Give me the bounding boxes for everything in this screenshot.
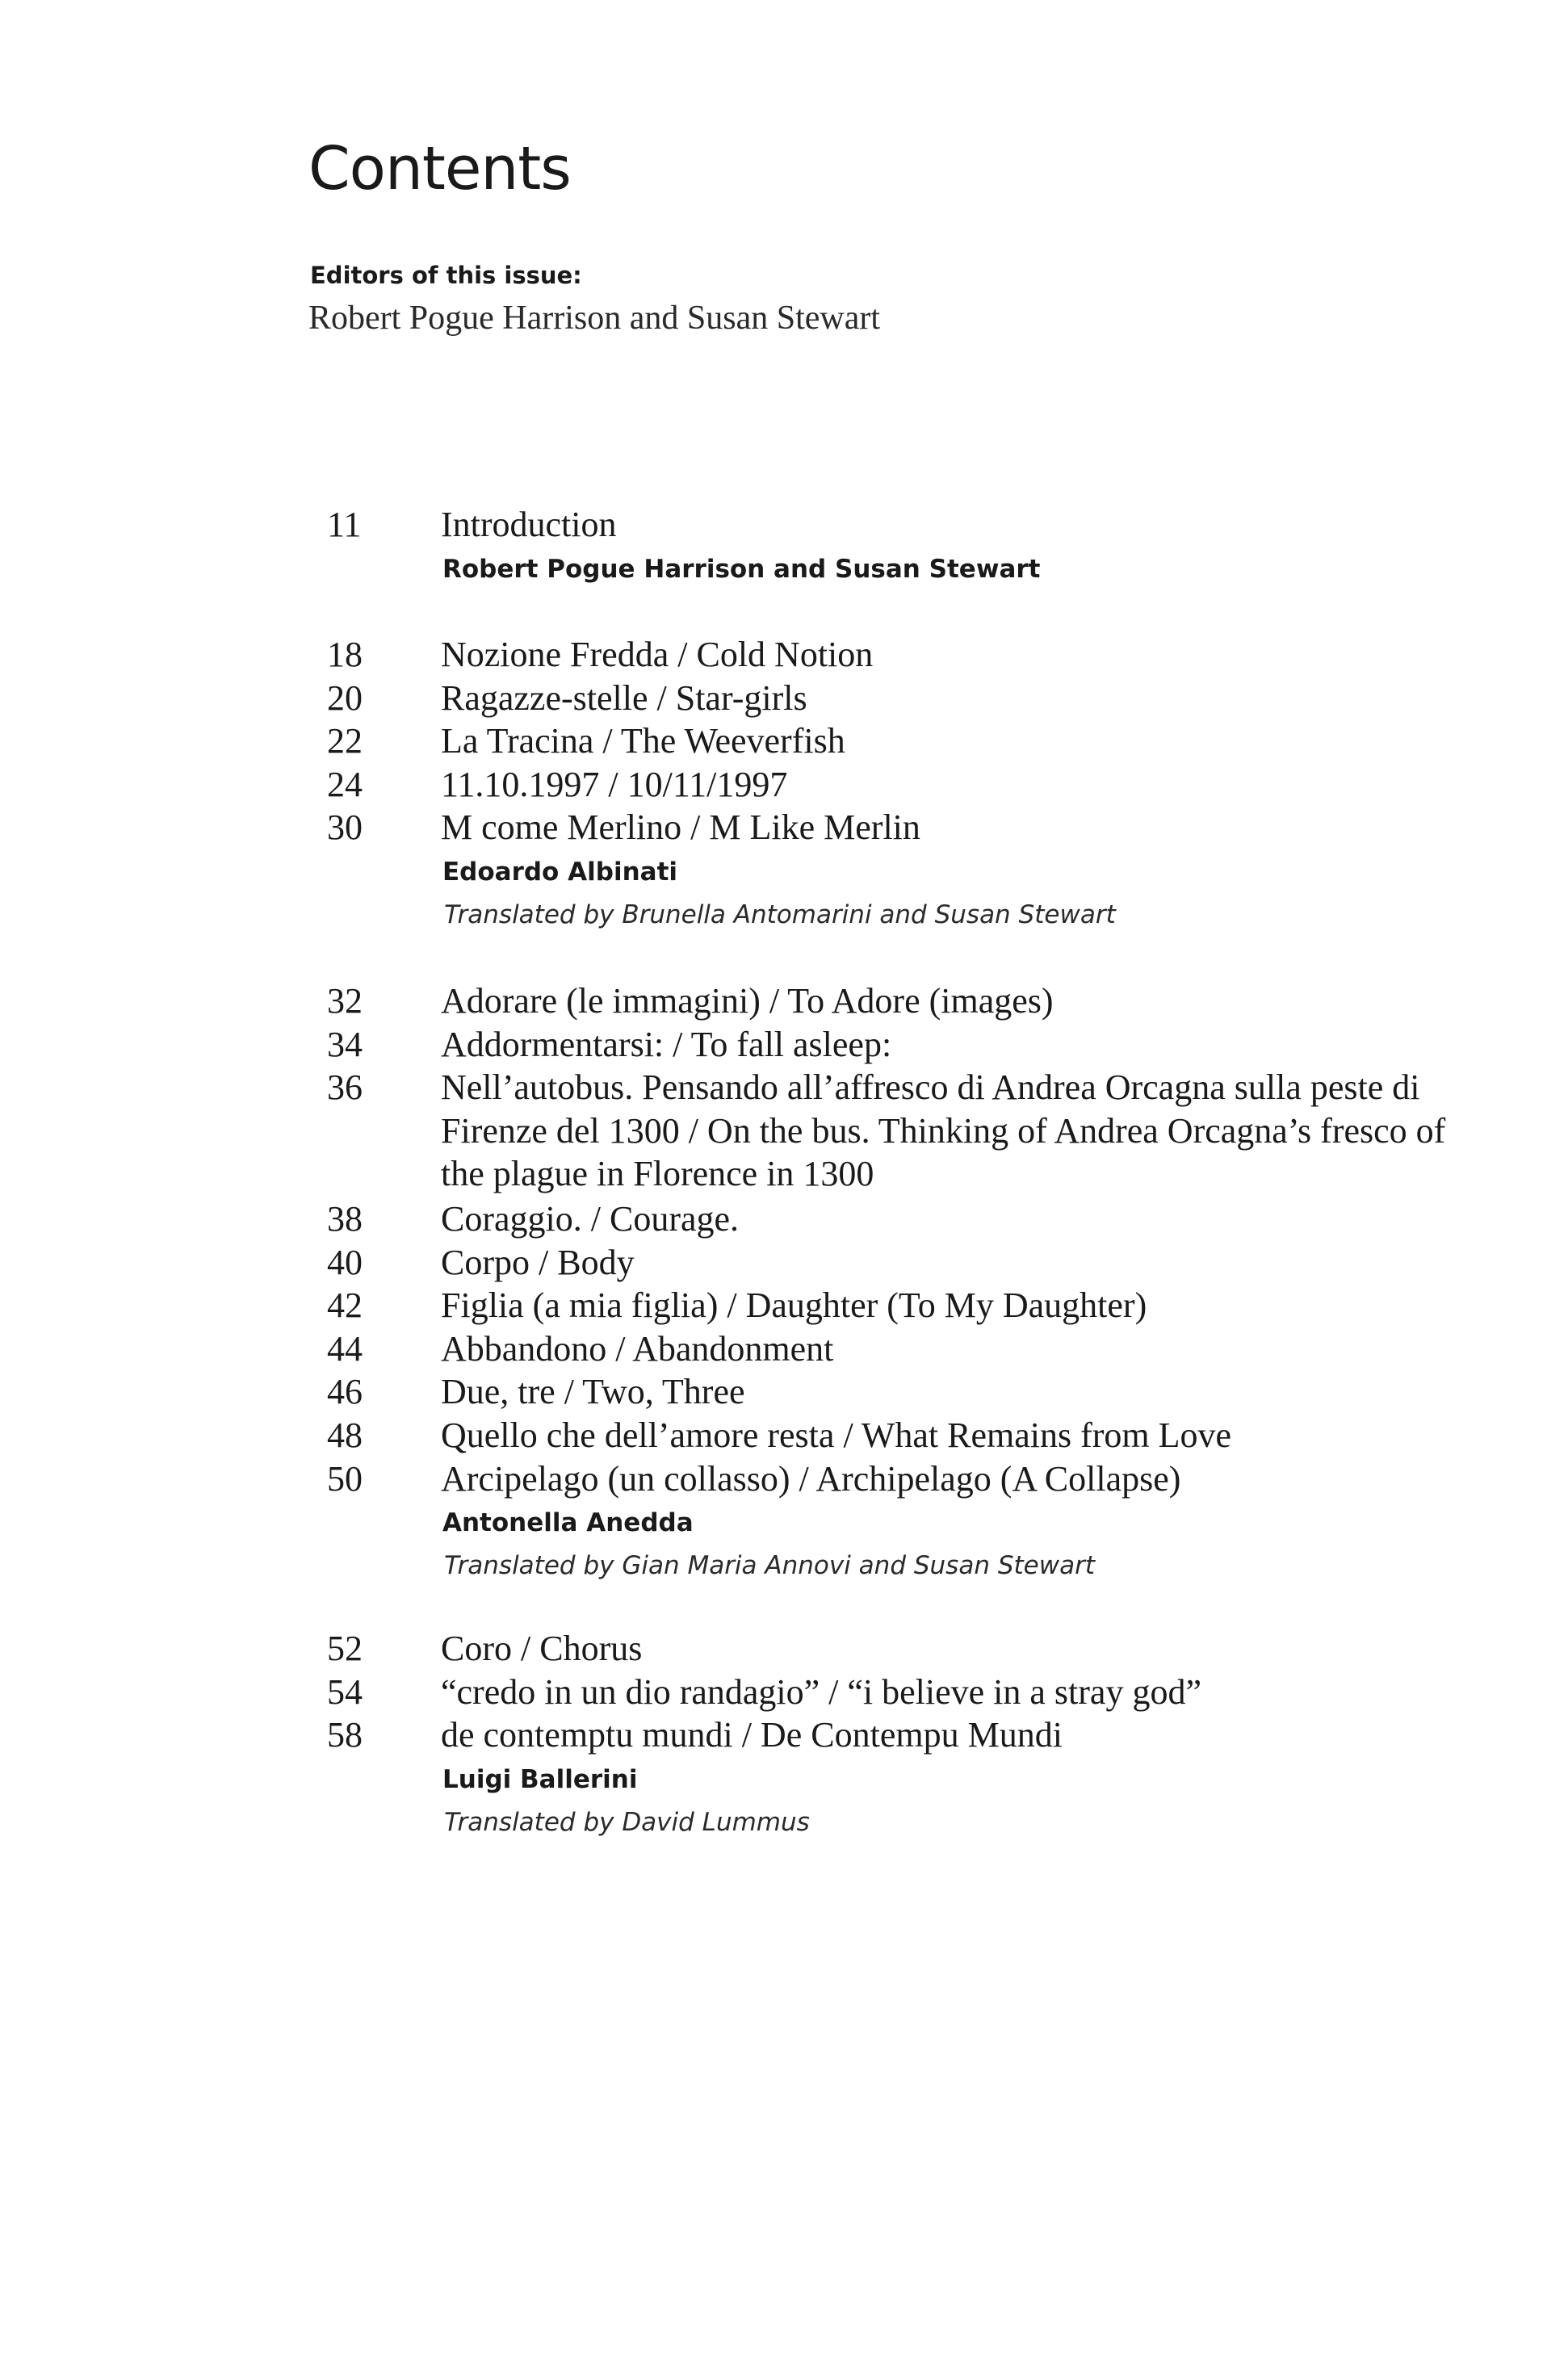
entry-title: Ragazze-stelle / Star-girls	[441, 677, 807, 718]
entry-title: La Tracina / The Weeverfish	[441, 721, 845, 761]
page-number: 46	[327, 1372, 363, 1412]
page-number: 48	[327, 1415, 363, 1455]
toc-entry[interactable]	[0, 1197, 1568, 1241]
entry-title: “credo in un dio randagio” / “i believe in a stray god”	[441, 1671, 1201, 1712]
entry-title: Adorare (le immagini) / To Adore (images)	[441, 981, 1054, 1021]
toc-section-ballerini	[0, 1627, 1568, 1840]
entry-title: Nozione Fredda / Cold Notion	[441, 635, 874, 674]
entry-title: Abbandono / Abandonment	[441, 1328, 834, 1369]
page-number: 54	[327, 1671, 363, 1712]
toc-entry[interactable]	[0, 763, 1568, 807]
author-name: Luigi Ballerini	[442, 1764, 638, 1794]
toc-entry[interactable]	[0, 633, 1568, 677]
toc-entry[interactable]	[0, 503, 1568, 547]
entry-title: Due, tre / Two, Three	[441, 1372, 745, 1412]
page-number: 34	[327, 1024, 363, 1064]
entry-title: Coro / Chorus	[441, 1629, 643, 1668]
page-number: 18	[327, 635, 363, 674]
toc-entry[interactable]	[0, 806, 1568, 849]
page-number: 32	[327, 981, 363, 1021]
toc-entry[interactable]	[0, 1023, 1568, 1067]
toc-entry[interactable]	[0, 1327, 1568, 1371]
toc-entry[interactable]	[0, 1414, 1568, 1457]
page-number: 11	[327, 505, 362, 544]
translator-credit: Translated by David Lummus	[444, 1807, 810, 1837]
page-number: 30	[327, 807, 363, 848]
entry-title: 11.10.1997 / 10/11/1997	[441, 764, 788, 804]
toc-entry[interactable]	[0, 1627, 1568, 1671]
entry-title: Corpo / Body	[441, 1242, 635, 1282]
toc-section-albinati	[0, 633, 1568, 933]
editors-label: Editors of this issue:	[310, 262, 582, 289]
page-number: 44	[327, 1328, 363, 1369]
translator-credit: Translated by Gian Maria Annovi and Susan Stewart	[444, 1551, 1095, 1581]
page-number: 50	[327, 1458, 363, 1499]
page-number: 52	[327, 1629, 363, 1668]
toc-entry[interactable]	[0, 1671, 1568, 1714]
toc-entry[interactable]	[0, 1457, 1568, 1501]
entry-title: Introduction	[441, 505, 617, 544]
page-title: Contents	[308, 134, 571, 203]
author-name: Robert Pogue Harrison and Susan Stewart	[442, 554, 1041, 584]
translator-credit: Translated by Brunella Antomarini and Susan Stewart	[444, 899, 1116, 929]
toc-entry[interactable]	[0, 979, 1568, 1023]
toc-section-anedda	[0, 979, 1568, 1583]
page-number: 38	[327, 1198, 363, 1239]
page-number: 20	[327, 677, 363, 718]
entry-title: Nell’autobus. Pensando all’affresco di Andrea Orcagna sulla peste di Firenze del 1300 / On the bus. Thinking of Andrea Orcagna’s fresco of the plague in Florence in 1300	[441, 1067, 1446, 1194]
toc-entry[interactable]	[0, 1066, 1568, 1197]
toc-entry[interactable]	[0, 1241, 1568, 1285]
page-number: 40	[327, 1242, 363, 1282]
toc-entry[interactable]	[0, 1284, 1568, 1327]
entry-title: Figlia (a mia figlia) / Daughter (To My Daughter)	[441, 1285, 1147, 1326]
entry-title: Quello che dell’amore resta / What Remains from Love	[441, 1415, 1232, 1455]
entry-title: Addormentarsi: / To fall asleep:	[441, 1024, 892, 1064]
toc-entry[interactable]	[0, 719, 1568, 763]
toc-entry[interactable]	[0, 1370, 1568, 1414]
editors-names: Robert Pogue Harrison and Susan Stewart	[308, 300, 881, 337]
page-number: 36	[327, 1067, 363, 1108]
page-number: 22	[327, 721, 363, 761]
entry-title: de contemptu mundi / De Contempu Mundi	[441, 1715, 1063, 1755]
page-number: 58	[327, 1715, 363, 1755]
toc-entry[interactable]	[0, 677, 1568, 720]
toc-entry[interactable]	[0, 1713, 1568, 1757]
entry-title: M come Merlino / M Like Merlin	[441, 807, 920, 848]
author-name: Edoardo Albinati	[442, 857, 678, 887]
page-number: 42	[327, 1285, 363, 1326]
entry-title: Arcipelago (un collasso) / Archipelago (A Collapse)	[441, 1458, 1181, 1499]
page-number: 24	[327, 764, 363, 804]
author-name: Antonella Anedda	[442, 1508, 694, 1538]
entry-title: Coraggio. / Courage.	[441, 1198, 740, 1239]
toc-section-introduction	[0, 503, 1568, 587]
